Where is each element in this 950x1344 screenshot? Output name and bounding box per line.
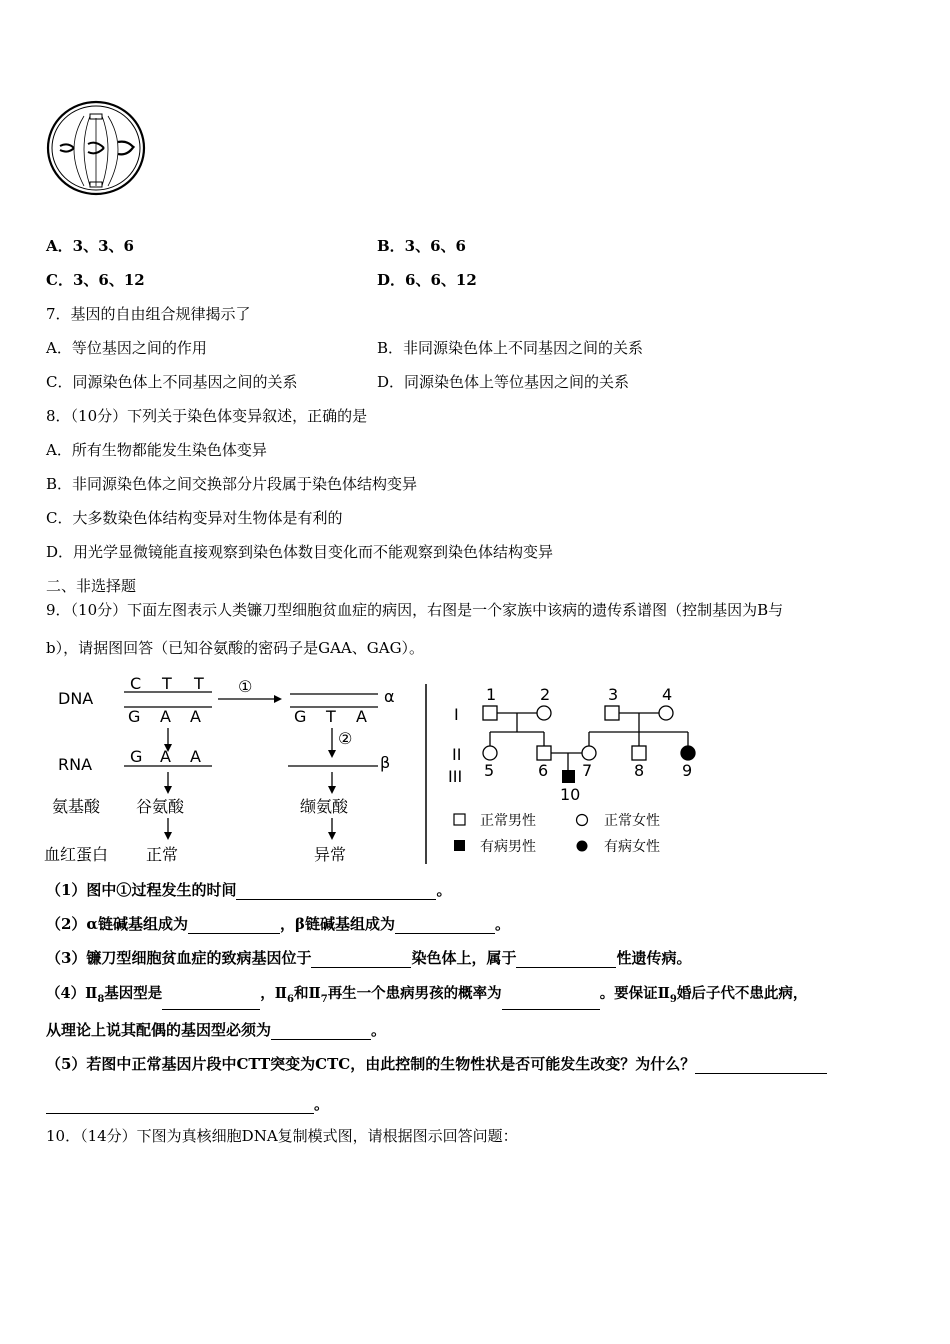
mut-bottom-3: A bbox=[356, 707, 367, 726]
legend-affected-female: 有病女性 bbox=[604, 839, 660, 855]
q7-option-c[interactable]: C．同源染色体上不同基因之间的关系 bbox=[46, 373, 298, 391]
blank-2a[interactable] bbox=[188, 917, 280, 934]
ind-10: 10 bbox=[560, 785, 581, 804]
blank-3b[interactable] bbox=[516, 951, 616, 968]
q9-part2: （2）α链碱基组成为 ，β链碱基组成为 。 bbox=[46, 915, 510, 933]
blank-5b[interactable] bbox=[46, 1097, 314, 1114]
ind-5: 5 bbox=[484, 761, 495, 780]
q8-stem: 8．（10分）下列关于染色体变异叙述，正确的是 bbox=[46, 407, 368, 425]
legend-affected-male: 有病男性 bbox=[480, 839, 536, 855]
rna-3: A bbox=[190, 747, 201, 766]
dna-top-3: T bbox=[194, 674, 204, 693]
q8-option-b[interactable]: B．非同源染色体之间交换部分片段属于染色体结构变异 bbox=[46, 475, 418, 493]
q9-stem-line1: 9．（10分）下面左图表示人类镰刀型细胞贫血症的病因，右图是一个家族中该病的遗传系谱图（控制基因为B与 bbox=[46, 601, 784, 619]
q7-stem: 7．基因的自由组合规律揭示了 bbox=[46, 305, 251, 323]
label-rna: RNA bbox=[58, 755, 93, 774]
gen-i: I bbox=[454, 705, 459, 724]
ind-8: 8 bbox=[634, 761, 645, 780]
ind-2: 2 bbox=[540, 685, 551, 704]
val-label: 缬氨酸 bbox=[300, 797, 349, 816]
section-heading: 二、非选择题 bbox=[46, 577, 137, 595]
q6-option-c[interactable]: C．3、6、12 bbox=[46, 271, 145, 289]
gen-ii: II bbox=[452, 745, 462, 764]
q7-option-b[interactable]: B．非同源染色体上不同基因之间的关系 bbox=[377, 339, 644, 357]
dna-bottom-3: A bbox=[190, 707, 201, 726]
gen-iii: III bbox=[448, 767, 463, 786]
dna-top-1: C bbox=[130, 674, 142, 693]
q9-part1: （1）图中①过程发生的时间 。 bbox=[46, 881, 452, 899]
blank-4a[interactable] bbox=[162, 993, 260, 1010]
alpha-label: α bbox=[384, 687, 395, 706]
mut-bottom-2: T bbox=[326, 707, 336, 726]
label-amino-acid: 氨基酸 bbox=[52, 797, 101, 816]
q8-option-a[interactable]: A．所有生物都能发生染色体变异 bbox=[46, 441, 267, 459]
abnormal-label: 异常 bbox=[314, 845, 347, 864]
ind-6: 6 bbox=[538, 761, 549, 780]
ind-4: 4 bbox=[662, 685, 673, 704]
legend-normal-male: 正常男性 bbox=[480, 813, 536, 829]
dna-top-2: T bbox=[162, 674, 172, 693]
ind-1: 1 bbox=[486, 685, 497, 704]
label-hemoglobin: 血红蛋白 bbox=[44, 845, 109, 864]
q8-option-c[interactable]: C．大多数染色体结构变异对生物体是有利的 bbox=[46, 509, 343, 527]
q9-stem-line2: b），请据图回答（已知谷氨酸的密码子是GAA、GAG）。 bbox=[46, 639, 425, 657]
q7-option-a[interactable]: A．等位基因之间的作用 bbox=[46, 339, 207, 357]
q8-option-d[interactable]: D．用光学显微镜能直接观察到染色体数目变化而不能观察到染色体结构变异 bbox=[46, 543, 554, 561]
blank-2b[interactable] bbox=[395, 917, 495, 934]
beta-label: β bbox=[380, 753, 391, 772]
legend-normal-female: 正常女性 bbox=[604, 813, 660, 829]
q9-part3: （3）镰刀型细胞贫血症的致病基因位于 染色体上，属于 性遗传病。 bbox=[46, 949, 692, 967]
glu-label: 谷氨酸 bbox=[136, 797, 185, 816]
rna-1: G bbox=[130, 747, 143, 766]
label-dna: DNA bbox=[58, 689, 94, 708]
q6-option-b[interactable]: B．3、6、6 bbox=[377, 237, 466, 255]
blank-4c[interactable] bbox=[271, 1023, 371, 1040]
q6-option-a[interactable]: A．3、3、6 bbox=[46, 237, 134, 255]
normal-label: 正常 bbox=[146, 845, 179, 864]
ind-9: 9 bbox=[682, 761, 693, 780]
rna-2: A bbox=[160, 747, 171, 766]
q9-figure bbox=[44, 672, 704, 868]
blank-4b[interactable] bbox=[502, 993, 600, 1010]
mut-bottom-1: G bbox=[294, 707, 307, 726]
step-2-label: ② bbox=[338, 729, 353, 748]
blank-5a[interactable] bbox=[695, 1057, 827, 1074]
cell-division-figure bbox=[44, 98, 148, 198]
q9-part5-cont: 。 bbox=[46, 1094, 329, 1114]
q9-part4-cont: 从理论上说其配偶的基因型必须为 。 bbox=[46, 1021, 387, 1039]
q9-part4: $(4)Ⅱ_8$基因型是 ，$Ⅱ_6$和$Ⅱ_7$再生一个患病男孩的概率为 。要保证$Ⅱ_9$婚后子代不患此病， bbox=[46, 984, 807, 1010]
q6-option-d[interactable]: D．6、6、12 bbox=[377, 271, 477, 289]
dna-bottom-2: A bbox=[160, 707, 171, 726]
step-1-label: ① bbox=[238, 677, 253, 696]
q7-option-d[interactable]: D．同源染色体上等位基因之间的关系 bbox=[377, 373, 630, 391]
ind-3: 3 bbox=[608, 685, 619, 704]
blank-1[interactable] bbox=[236, 883, 436, 900]
blank-3a[interactable] bbox=[311, 951, 411, 968]
dna-bottom-1: G bbox=[128, 707, 141, 726]
q9-part5: （5）若图中正常基因片段中CTT突变为CTC，由此控制的生物性状是否可能发生改变？为什么？ bbox=[46, 1054, 827, 1074]
ind-7: 7 bbox=[582, 761, 593, 780]
q10-stem: 10．（14分）下图为真核细胞DNA复制模式图，请根据图示回答问题： bbox=[46, 1127, 518, 1145]
